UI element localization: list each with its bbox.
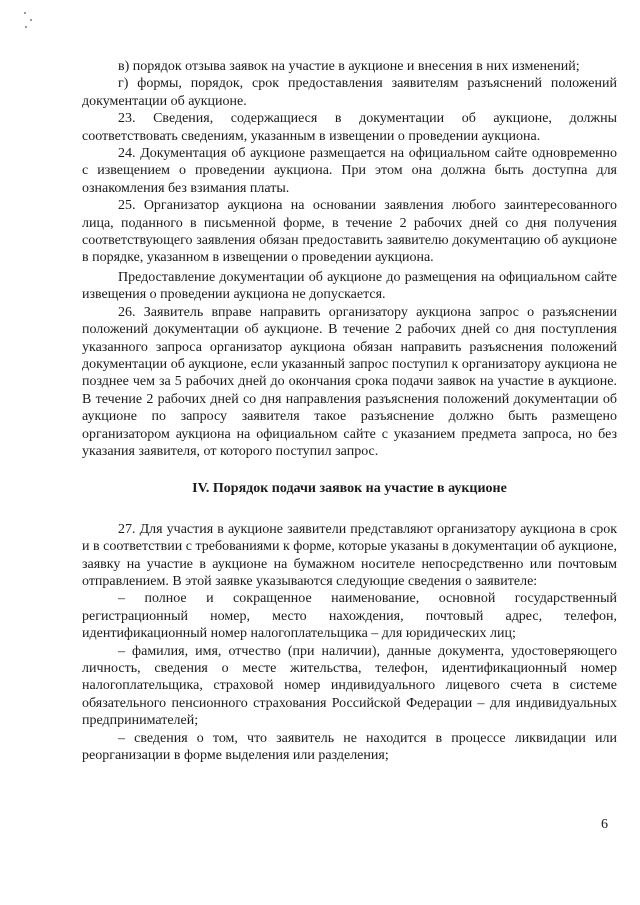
scan-artifact (22, 10, 34, 30)
paragraph-25-note: Предоставление документации об аукционе до размещения на официальном сайте извещения о проведении аукциона не допускается. (82, 269, 617, 303)
paragraph-27: 27. Для участия в аукционе заявители представляют организатору аукциона в срок и в соответствии с требованиями к форме, которые указаны в документации об аукционе, заявку на участие в аукционе на бумажном носителе непосредственно или почтовым отправлением. В этой заявке указываются следующие сведения о заявителе: (82, 521, 617, 589)
document-body (82, 58, 617, 764)
paragraph-26: 26. Заявитель вправе направить организатору аукциона запрос о разъяснении положений документации об аукционе. В течение 2 рабочих дней со дня поступления указанного запроса организатор аукциона обязан направить разъяснения положений документации об аукционе, если указанный запрос поступил к организатору аукциона не позднее чем за 5 рабочих дней до окончания срока подачи заявок на участие в аукционе. В течение 2 рабочих дней со дня направления разъяснения положений документации об аукционе по запросу заявителя такое разъяснение должно быть размещено организатором аукциона на официальном сайте с указанием предмета запроса, но без указания заявителя, от которого поступил запрос. (82, 304, 617, 459)
list-item-individual-entrepreneurs: – фамилия, имя, отчество (при наличии), данные документа, удостоверяющего личность, сведения о месте жительства, телефон, идентификационный номер налогоплательщика, страховой номер индивидуального лицевого счета в системе обязательного пенсионного страхования Российской Федерации – для индивидуальных предпринимателей; (82, 643, 617, 729)
paragraph-24: 24. Документация об аукционе размещается на официальном сайте одновременно с извещением о проведении аукциона. При этом она должна быть доступна для ознакомления без взимания платы. (82, 146, 617, 196)
section-heading: IV. Порядок подачи заявок на участие в аукционе (192, 481, 507, 497)
paragraph-item-v: в) порядок отзыва заявок на участие в аукционе и внесения в них изменений; (118, 59, 580, 74)
list-item-legal-entities: – полное и сокращенное наименование, основной государственный регистрационный номер, место нахождения, почтовый адрес, телефон, идентификационный номер налогоплательщика – для юридических лиц; (82, 591, 617, 642)
paragraph-item-g: г) формы, порядок, срок предоставления заявителям разъяснений положений документации об аукционе. (82, 76, 617, 109)
paragraph-23: 23. Сведения, содержащиеся в документации об аукционе, должны соответствовать сведениям, указанным в извещении о проведении аукциона. (82, 111, 617, 144)
list-item-liquidation-status: – сведения о том, что заявитель не находится в процессе ликвидации или реорганизации в форме выделения или разделения; (82, 730, 617, 764)
paragraph-25: 25. Организатор аукциона на основании заявления любого заинтересованного лица, поданного в письменной форме, в течение 2 рабочих дней со дня получения соответствующего заявления обязан предоставить заявителю документацию об аукционе в порядке, указанном в извещении о проведении аукциона. (82, 198, 617, 266)
page-number: 6 (601, 817, 608, 832)
